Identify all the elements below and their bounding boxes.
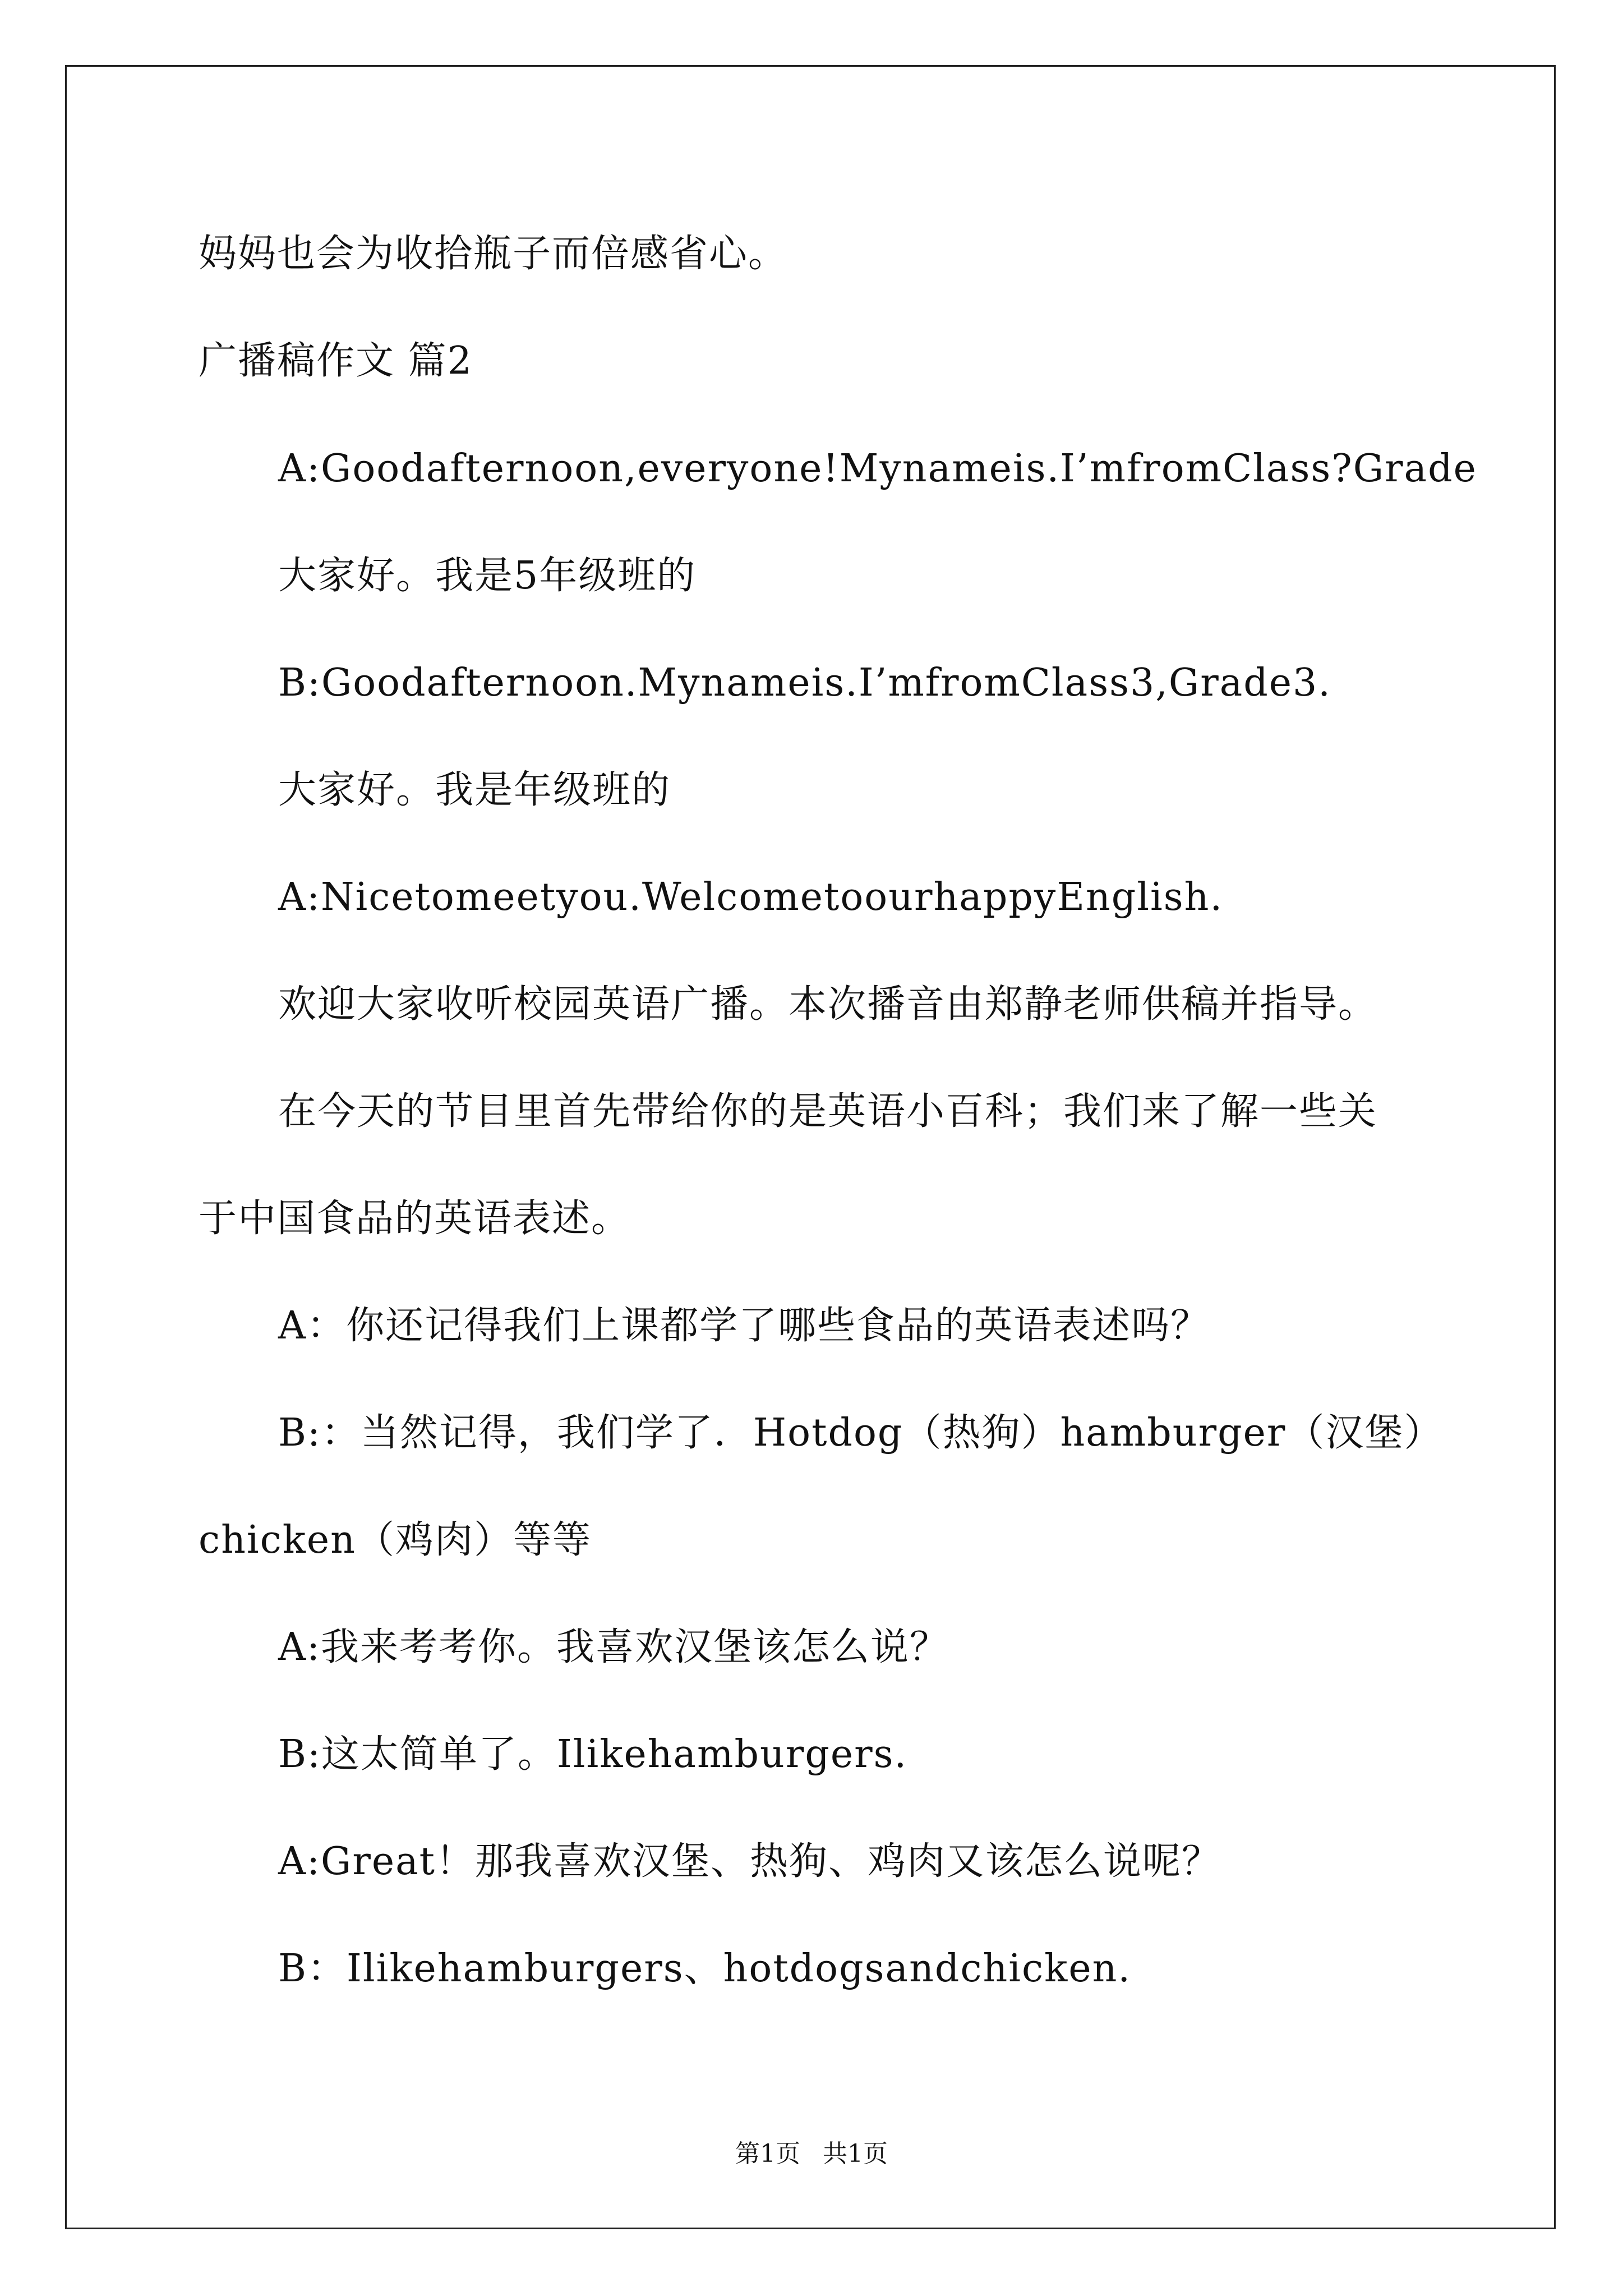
dialogue-line-b: B:Goodafternoon.Mynameis.I’mfromClass3,Grade3.	[278, 661, 1331, 705]
section-heading: 广播稿作文 篇2	[199, 339, 473, 383]
dialogue-line-a: A:Nicetomeetyou.WelcometoourhappyEnglish.	[278, 875, 1224, 919]
translation-line: 大家好。我是5年级班的	[278, 554, 697, 598]
paragraph-line-continued: 于中国食品的英语表述。	[199, 1197, 631, 1241]
page-number: 第1页	[735, 2139, 800, 2168]
page-footer	[0, 2138, 1623, 2170]
dialogue-line-b: B：Ilikehamburgers、hotdogsandchicken.	[278, 1947, 1131, 1991]
dialogue-line-a: A：你还记得我们上课都学了哪些食品的英语表述吗？	[278, 1304, 1210, 1348]
dialogue-line-a: A:Goodafternoon,everyone!Mynameis.I’mfromClass?Grade	[278, 447, 1477, 491]
dialogue-line-b: B:这太简单了。Ilikehamburgers.	[278, 1732, 908, 1777]
text-line-closing: 妈妈也会为收拾瓶子而倍感省心。	[199, 232, 788, 276]
dialogue-line-a: A:Great！那我喜欢汉堡、热狗、鸡肉又该怎么说呢？	[278, 1839, 1221, 1884]
dialogue-line-b: B:：当然记得，我们学了．Hotdog（热狗）hamburger（汉堡）	[278, 1411, 1444, 1455]
dialogue-line-continued: chicken（鸡肉）等等	[199, 1518, 592, 1562]
page-total: 共1页	[823, 2139, 888, 2168]
paragraph-line: 欢迎大家收听校园英语广播。本次播音由郑静老师供稿并指导。	[278, 982, 1378, 1027]
paragraph-line: 在今天的节目里首先带给你的是英语小百科；我们来了解一些关	[278, 1089, 1378, 1134]
translation-line: 大家好。我是年级班的	[278, 768, 671, 812]
page-border	[65, 65, 1556, 2229]
dialogue-line-a: A:我来考考你。我喜欢汉堡该怎么说？	[278, 1625, 949, 1669]
